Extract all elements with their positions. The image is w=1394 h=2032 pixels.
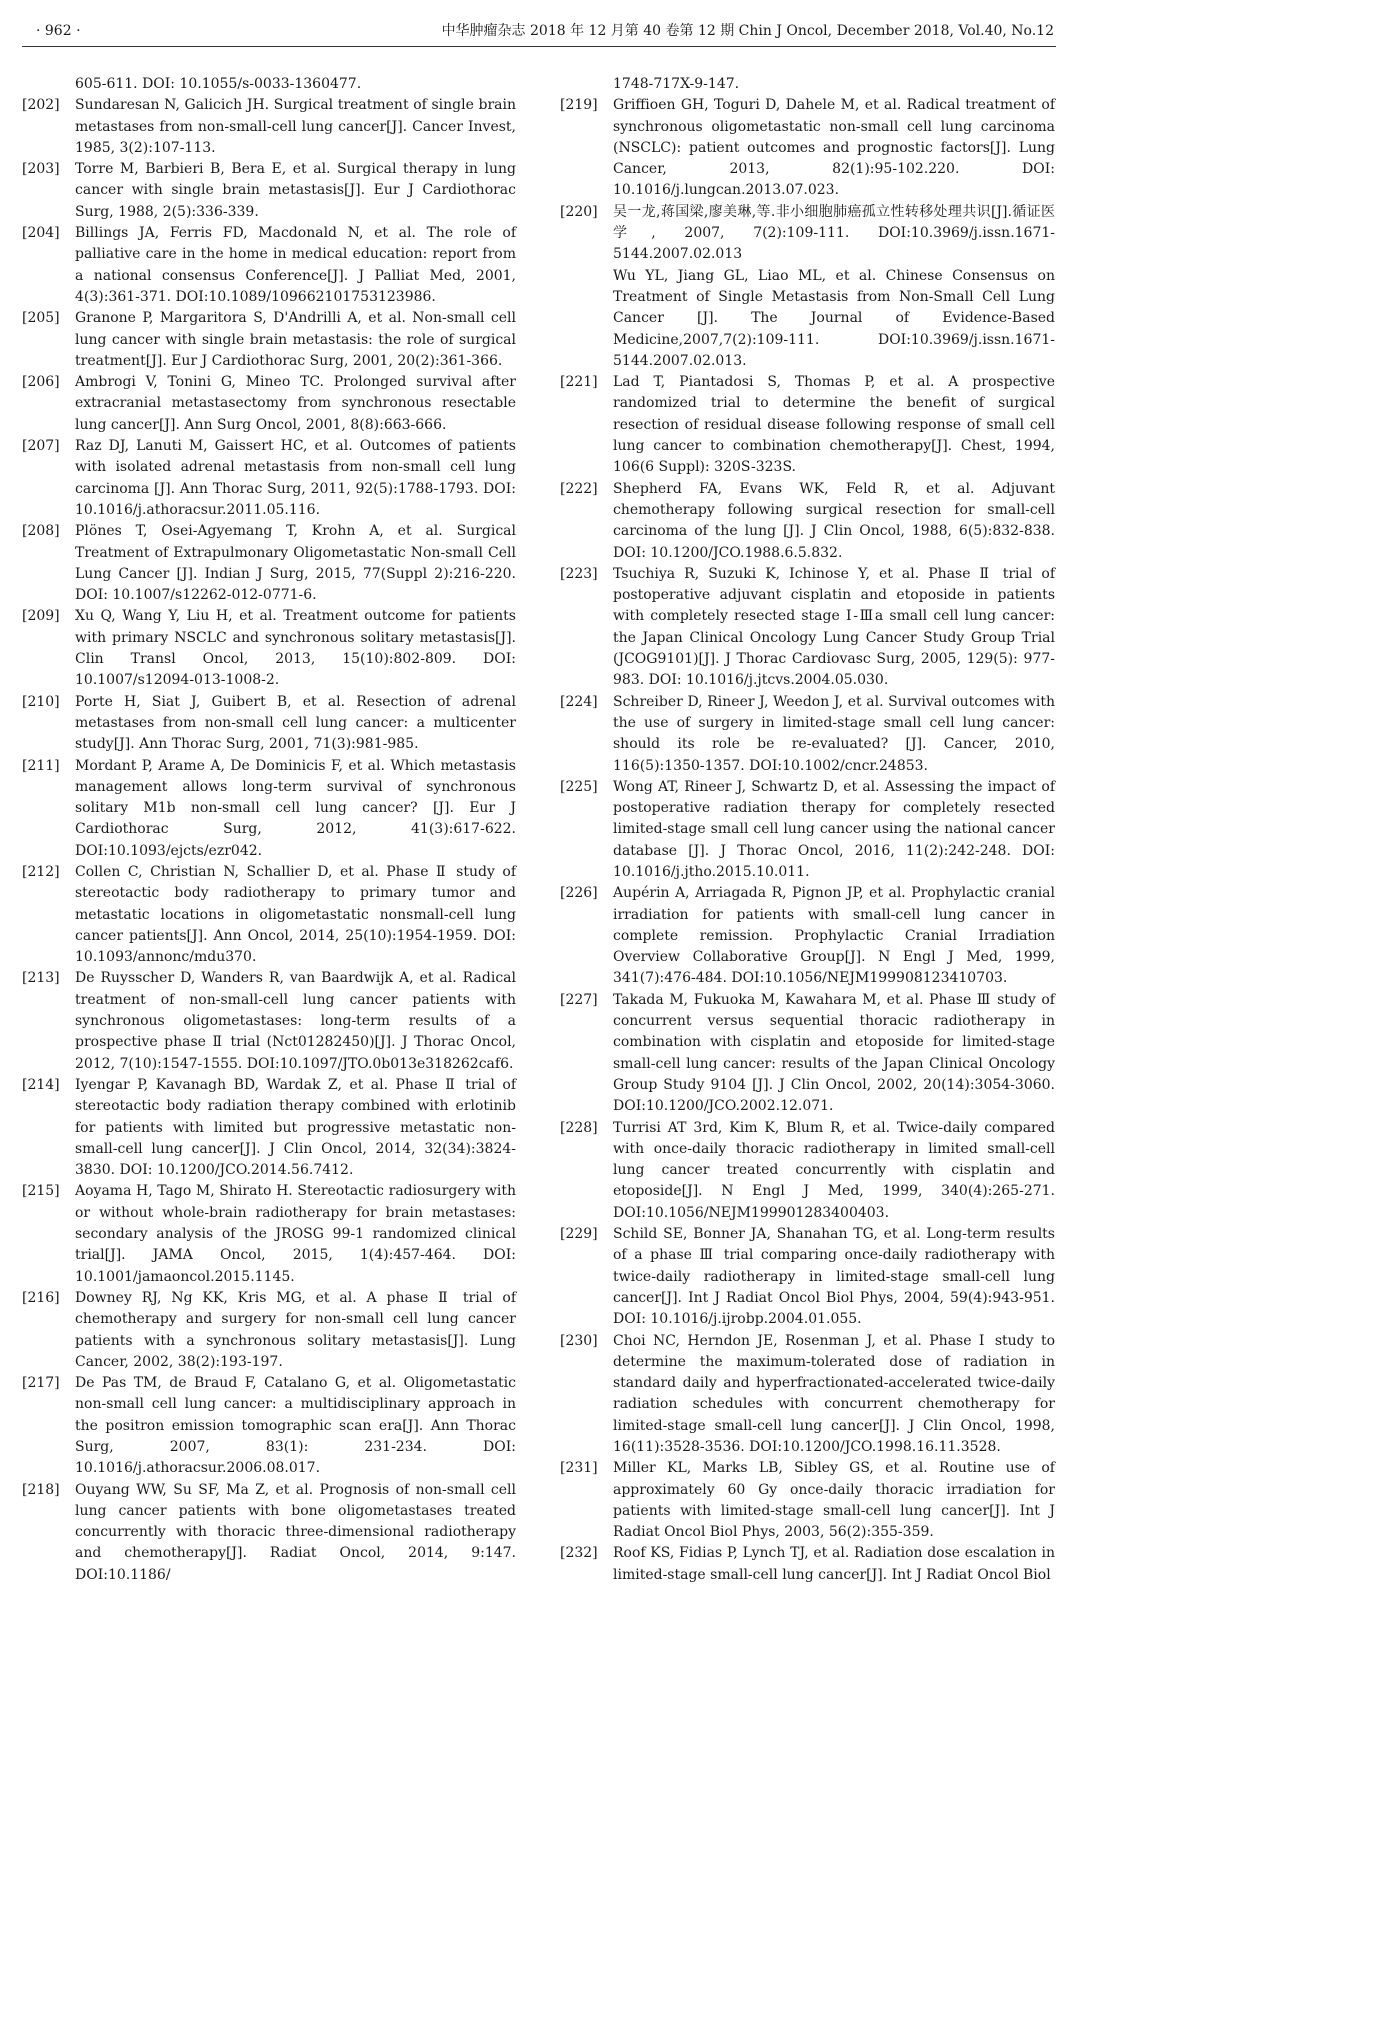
reference-text: Ouyang WW, Su SF, Ma Z, et al. Prognosis of non-small cell lung cancer patients with bone oligometastases treated concurrently with thoracic three-dimensional radiotherapy and chemotherapy[J]. Radiat Oncol, 2014, 9:147. DOI:10.1186/ [75,1481,516,1583]
reference-number: [213] [22,970,60,987]
reference-item [22,1480,516,1586]
reference-number: [203] [22,161,60,178]
reference-number: [219] [560,97,598,114]
reference-text: Wong AT, Rineer J, Schwartz D, et al. Assessing the impact of postoperative radiation therapy for completely resected limited-stage small cell lung cancer using the national cancer database [J]. J Thorac Oncol, 2016, 11(2):242-248. DOI: 10.1016/j.jtho.2015.10.011. [613,778,1055,880]
reference-item [560,372,1055,478]
reference-number: [229] [560,1226,598,1243]
reference-text: Choi NC, Herndon JE, Rosenman J, et al. Phase Ⅰ study to determine the maximum-tolerated dose of radiation in standard daily and hyperfractionated-accelerated twice-daily radiation schedules with concurrent chemotherapy for limited-stage small-cell lung cancer[J]. J Clin Oncol, 1998, 16(11):3528-3536. DOI:10.1200/JCO.1998.16.11.3528. [613,1332,1055,1455]
reference-number: [205] [22,310,60,327]
reference-number: [210] [22,693,60,710]
reference-text: Plönes T, Osei-Agyemang T, Krohn A, et al. Surgical Treatment of Extrapulmonary Oligometastatic Non-small Cell Lung Cancer [J]. Indian J Surg, 2015, 77(Suppl 2):216-220. DOI: 10.1007/s12262-012-0771-6. [75,523,516,604]
reference-item [22,95,516,159]
reference-text: Miller KL, Marks LB, Sibley GS, et al. Routine use of approximately 60 Gy once-daily thoracic irradiation for patients with limited-stage small-cell lung cancer[J]. Int J Radiat Oncol Biol Phys, 2003, 56(2):355-359. [613,1460,1055,1541]
reference-number: [223] [560,565,598,582]
reference-text: 1748-717X-9-147. [613,76,740,92]
reference-item [560,1118,1055,1224]
reference-number: [231] [560,1460,598,1477]
reference-item [22,1288,516,1373]
reference-text: Raz DJ, Lanuti M, Gaissert HC, et al. Outcomes of patients with isolated adrenal metastasis from non-small cell lung carcinoma [J]. Ann Thorac Surg, 2011, 92(5):1788-1793. DOI: 10.1016/j.athoracsur.2011.05.116. [75,438,516,518]
reference-text: Ambrogi V, Tonini G, Mineo TC. Prolonged survival after extracranial metastasectomy from synchronous resectable lung cancer[J]. Ann Surg Oncol, 2001, 8(8):663-666. [75,374,516,433]
reference-item [22,1181,516,1287]
reference-number: [214] [22,1076,60,1093]
reference-item [560,1331,1055,1459]
reference-item [22,521,516,606]
reference-text: Downey RJ, Ng KK, Kris MG, et al. A phase Ⅱ trial of chemotherapy and surgery for non-small cell lung cancer patients with a synchronous solitary metastasis[J]. Lung Cancer, 2002, 38(2):193-197. [75,1289,516,1370]
reference-text: Aupérin A, Arriagada R, Pignon JP, et al. Prophylactic cranial irradiation for patients with small-cell lung cancer in complete remission. Prophylactic Cranial Irradiation Overview Collaborative Group[J]. N Engl J Med, 1999, 341(7):476-484. DOI:10.1056/NEJM199908123410703. [613,885,1055,987]
reference-number: [227] [560,991,598,1008]
reference-text: Lad T, Piantadosi S, Thomas P, et al. A prospective randomized trial to determine the benefit of surgical resection of residual disease following response of small cell lung cancer to combination chemotherapy[J]. Chest, 1994, 106(6 Suppl): 320S-323S. [613,374,1055,476]
left-reference-column [22,74,516,1586]
reference-item [560,202,1055,372]
header-rule [22,46,1056,47]
reference-item [560,1543,1055,1586]
reference-item [560,564,1055,692]
reference-number: [211] [22,757,60,774]
reference-number: [208] [22,523,60,540]
reference-item [22,862,516,968]
reference-number: [220] [560,203,598,220]
reference-number: [224] [560,693,598,710]
reference-number: [215] [22,1183,60,1200]
reference-item [22,1075,516,1181]
reference-item [560,1224,1055,1330]
reference-text: Turrisi AT 3rd, Kim K, Blum R, et al. Twice-daily compared with once-daily thoracic radiotherapy in limited small-cell lung cancer treated concurrently with cisplatin and etoposide[J]. N Engl J Med, 1999, 340(4):265-271. DOI:10.1056/NEJM199901283400403. [613,1119,1055,1221]
reference-item [22,756,516,862]
reference-item [22,223,516,308]
reference-item [560,95,1055,201]
reference-number: [232] [560,1545,598,1562]
reference-number: [209] [22,608,60,625]
reference-item [22,606,516,691]
reference-item [560,990,1055,1118]
reference-number: [206] [22,374,60,391]
page-number: · 962 · [36,23,81,39]
reference-item [560,692,1055,777]
reference-number: [218] [22,1481,60,1498]
reference-text: Billings JA, Ferris FD, Macdonald N, et al. The role of palliative care in the home in medical education: report from a national consensus Conference[J]. J Palliat Med, 2001, 4(3):361-371. DOI:10.1089/109662101753123986. [75,225,516,305]
reference-item [22,372,516,436]
reference-item [560,777,1055,883]
reference-text: Schreiber D, Rineer J, Weedon J, et al. Survival outcomes with the use of surgery in limited-stage small cell lung cancer: should its role be re-evaluated? [J]. Cancer, 2010, 116(5):1350-1357. DOI:10.1002/cncr.24853. [613,693,1055,774]
reference-text: De Pas TM, de Braud F, Catalano G, et al. Oligometastatic non-small cell lung cancer: a multidisciplinary approach in the positron emission tomographic scan era[J]. Ann Thorac Surg, 2007, 83(1): 231-234. DOI: 10.1016/j.athoracsur.2006.08.017. [75,1375,516,1477]
reference-text: Roof KS, Fidias P, Lynch TJ, et al. Radiation dose escalation in limited-stage small-cell lung cancer[J]. Int J Radiat Oncol Biol [613,1545,1055,1583]
reference-text: Takada M, Fukuoka M, Kawahara M, et al. Phase Ⅲ study of concurrent versus sequential thoracic radiotherapy in combination with cisplatin and etoposide for limited-stage small-cell lung cancer: results of the Japan Clinical Oncology Group Study 9104 [J]. J Clin Oncol, 2002, 20(14):3054-3060. DOI:10.1200/JCO.2002.12.071. [613,991,1055,1115]
reference-text: Griffioen GH, Toguri D, Dahele M, et al. Radical treatment of synchronous oligometastatic non-small cell lung carcinoma (NSCLC): patient outcomes and prognostic factors[J]. Lung Cancer, 2013, 82(1):95-102.220. DOI: 10.1016/j.lungcan.2013.07.023. [613,97,1055,199]
running-header [36,20,1054,42]
journal-citation-header: 中华肿瘤杂志 2018 年 12 月第 40 卷第 12 期 Chin J Oncol, December 2018, Vol.40, No.12 [441,23,1054,39]
reference-number: [230] [560,1332,598,1349]
reference-text: Mordant P, Arame A, De Dominicis F, et al. Which metastasis management allows long-term survival of synchronous solitary M1b non-small cell lung cancer? [J]. Eur J Cardiothorac Surg, 2012, 41(3):617-622. DOI:10.1093/ejcts/ezr042. [75,757,516,859]
reference-text: Collen C, Christian N, Schallier D, et al. Phase Ⅱ study of stereotactic body radiotherapy to primary tumor and metastatic locations in oligometastatic nonsmall-cell lung cancer patients[J]. Ann Oncol, 2014, 25(10):1954-1959. DOI: 10.1093/annonc/mdu370. [75,863,516,966]
reference-text: Torre M, Barbieri B, Bera E, et al. Surgical therapy in lung cancer with single brain metastasis[J]. Eur J Cardiothorac Surg, 1988, 2(5):336-339. [75,161,516,220]
reference-text: Porte H, Siat J, Guibert B, et al. Resection of adrenal metastases from non-small cell lung cancer: a multicenter study[J]. Ann Thorac Surg, 2001, 71(3):981-985. [75,693,516,753]
reference-number: [221] [560,374,598,391]
reference-number: [207] [22,438,60,455]
right-reference-column [560,74,1055,1586]
reference-number: [228] [560,1119,598,1136]
reference-text: Iyengar P, Kavanagh BD, Wardak Z, et al. Phase Ⅱ trial of stereotactic body radiation therapy combined with erlotinib for patients with limited but progressive metastatic non-small-cell lung cancer[J]. J Clin Oncol, 2014, 32(34):3824-3830. DOI: 10.1200/JCO.2014.56.7412. [75,1076,516,1179]
reference-number: [216] [22,1289,60,1306]
reference-text: Xu Q, Wang Y, Liu H, et al. Treatment outcome for patients with primary NSCLC and synchronous solitary metastasis[J]. Clin Transl Oncol, 2013, 15(10):802-809. DOI: 10.1007/s12094-013-1008-2. [75,608,516,689]
reference-item [22,692,516,756]
reference-number: [212] [22,863,60,880]
reference-text: Aoyama H, Tago M, Shirato H. Stereotactic radiosurgery with or without whole-brain radiotherapy for brain metastases: secondary analysis of the JROSG 99-1 randomized clinical trial[J]. JAMA Oncol, 2015, 1(4):457-464. DOI: 10.1001/jamaoncol.2015.1145. [75,1183,516,1285]
reference-item [22,1373,516,1479]
reference-item [22,436,516,521]
reference-translation: Wu YL, Jiang GL, Liao ML, et al. Chinese Consensus on Treatment of Single Metastasis from Non-Small Cell Lung Cancer [J]. The Journal of Evidence-Based Medicine,2007,7(2):109-111. DOI:10.3969/j.issn.1671-5144.2007.02.013. [613,267,1055,369]
reference-number: [202] [22,97,60,114]
reference-number: [222] [560,480,598,497]
reference-item [560,479,1055,564]
reference-item [22,159,516,223]
reference-text: Schild SE, Bonner JA, Shanahan TG, et al. Long-term results of a phase Ⅲ trial comparing once-daily radiotherapy with twice-daily radiotherapy in limited-stage small-cell lung cancer[J]. Int J Radiat Oncol Biol Phys, 2004, 59(4):943-951. DOI: 10.1016/j.ijrobp.2004.01.055. [613,1226,1055,1328]
reference-item [560,883,1055,989]
reference-number: [225] [560,778,598,795]
reference-text: De Ruysscher D, Wanders R, van Baardwijk A, et al. Radical treatment of non-small-cell lung cancer patients with synchronous oligometastases: long-term results of a prospective phase Ⅱ trial (Nct01282450)[J]. J Thorac Oncol, 2012, 7(10):1547-1555. DOI:10.1097/JTO.0b013e318262caf6. [75,970,516,1072]
reference-text: Tsuchiya R, Suzuki K, Ichinose Y, et al. Phase Ⅱ trial of postoperative adjuvant cisplatin and etoposide in patients with completely resected stage Ⅰ-Ⅲa small cell lung cancer: the Japan Clinical Oncology Lung Cancer Study Group Trial (JCOG9101)[J]. J Thorac Cardiovasc Surg, 2005, 129(5): 977-983. DOI: 10.1016/j.jtcvs.2004.05.030. [613,565,1055,689]
reference-continuation [560,74,1055,95]
reference-continuation [22,74,516,95]
reference-text: Shepherd FA, Evans WK, Feld R, et al. Adjuvant chemotherapy following surgical resection for small-cell carcinoma of the lung [J]. J Clin Oncol, 1988, 6(5):832-838. DOI: 10.1200/JCO.1988.6.5.832. [613,480,1055,561]
reference-item [560,1458,1055,1543]
reference-number: [226] [560,885,598,902]
reference-number: [217] [22,1375,60,1392]
reference-text: 吴一龙,蒋国梁,廖美琳,等.非小细胞肺癌孤立性转移处理共识[J].循证医学, 2007, 7(2):109-111. DOI:10.3969/j.issn.1671-5144.2007.02.013 [613,203,1055,263]
reference-number: [204] [22,225,60,242]
reference-text: Granone P, Margaritora S, D'Andrilli A, et al. Non-small cell lung cancer with single brain metastasis: the role of surgical treatment[J]. Eur J Cardiothorac Surg, 2001, 20(2):361-366. [75,310,516,369]
reference-text: Sundaresan N, Galicich JH. Surgical treatment of single brain metastases from non-small-cell lung cancer[J]. Cancer Invest, 1985, 3(2):107-113. [75,97,516,156]
reference-item [22,308,516,372]
reference-text: 605-611. DOI: 10.1055/s-0033-1360477. [75,76,362,92]
reference-item [22,968,516,1074]
